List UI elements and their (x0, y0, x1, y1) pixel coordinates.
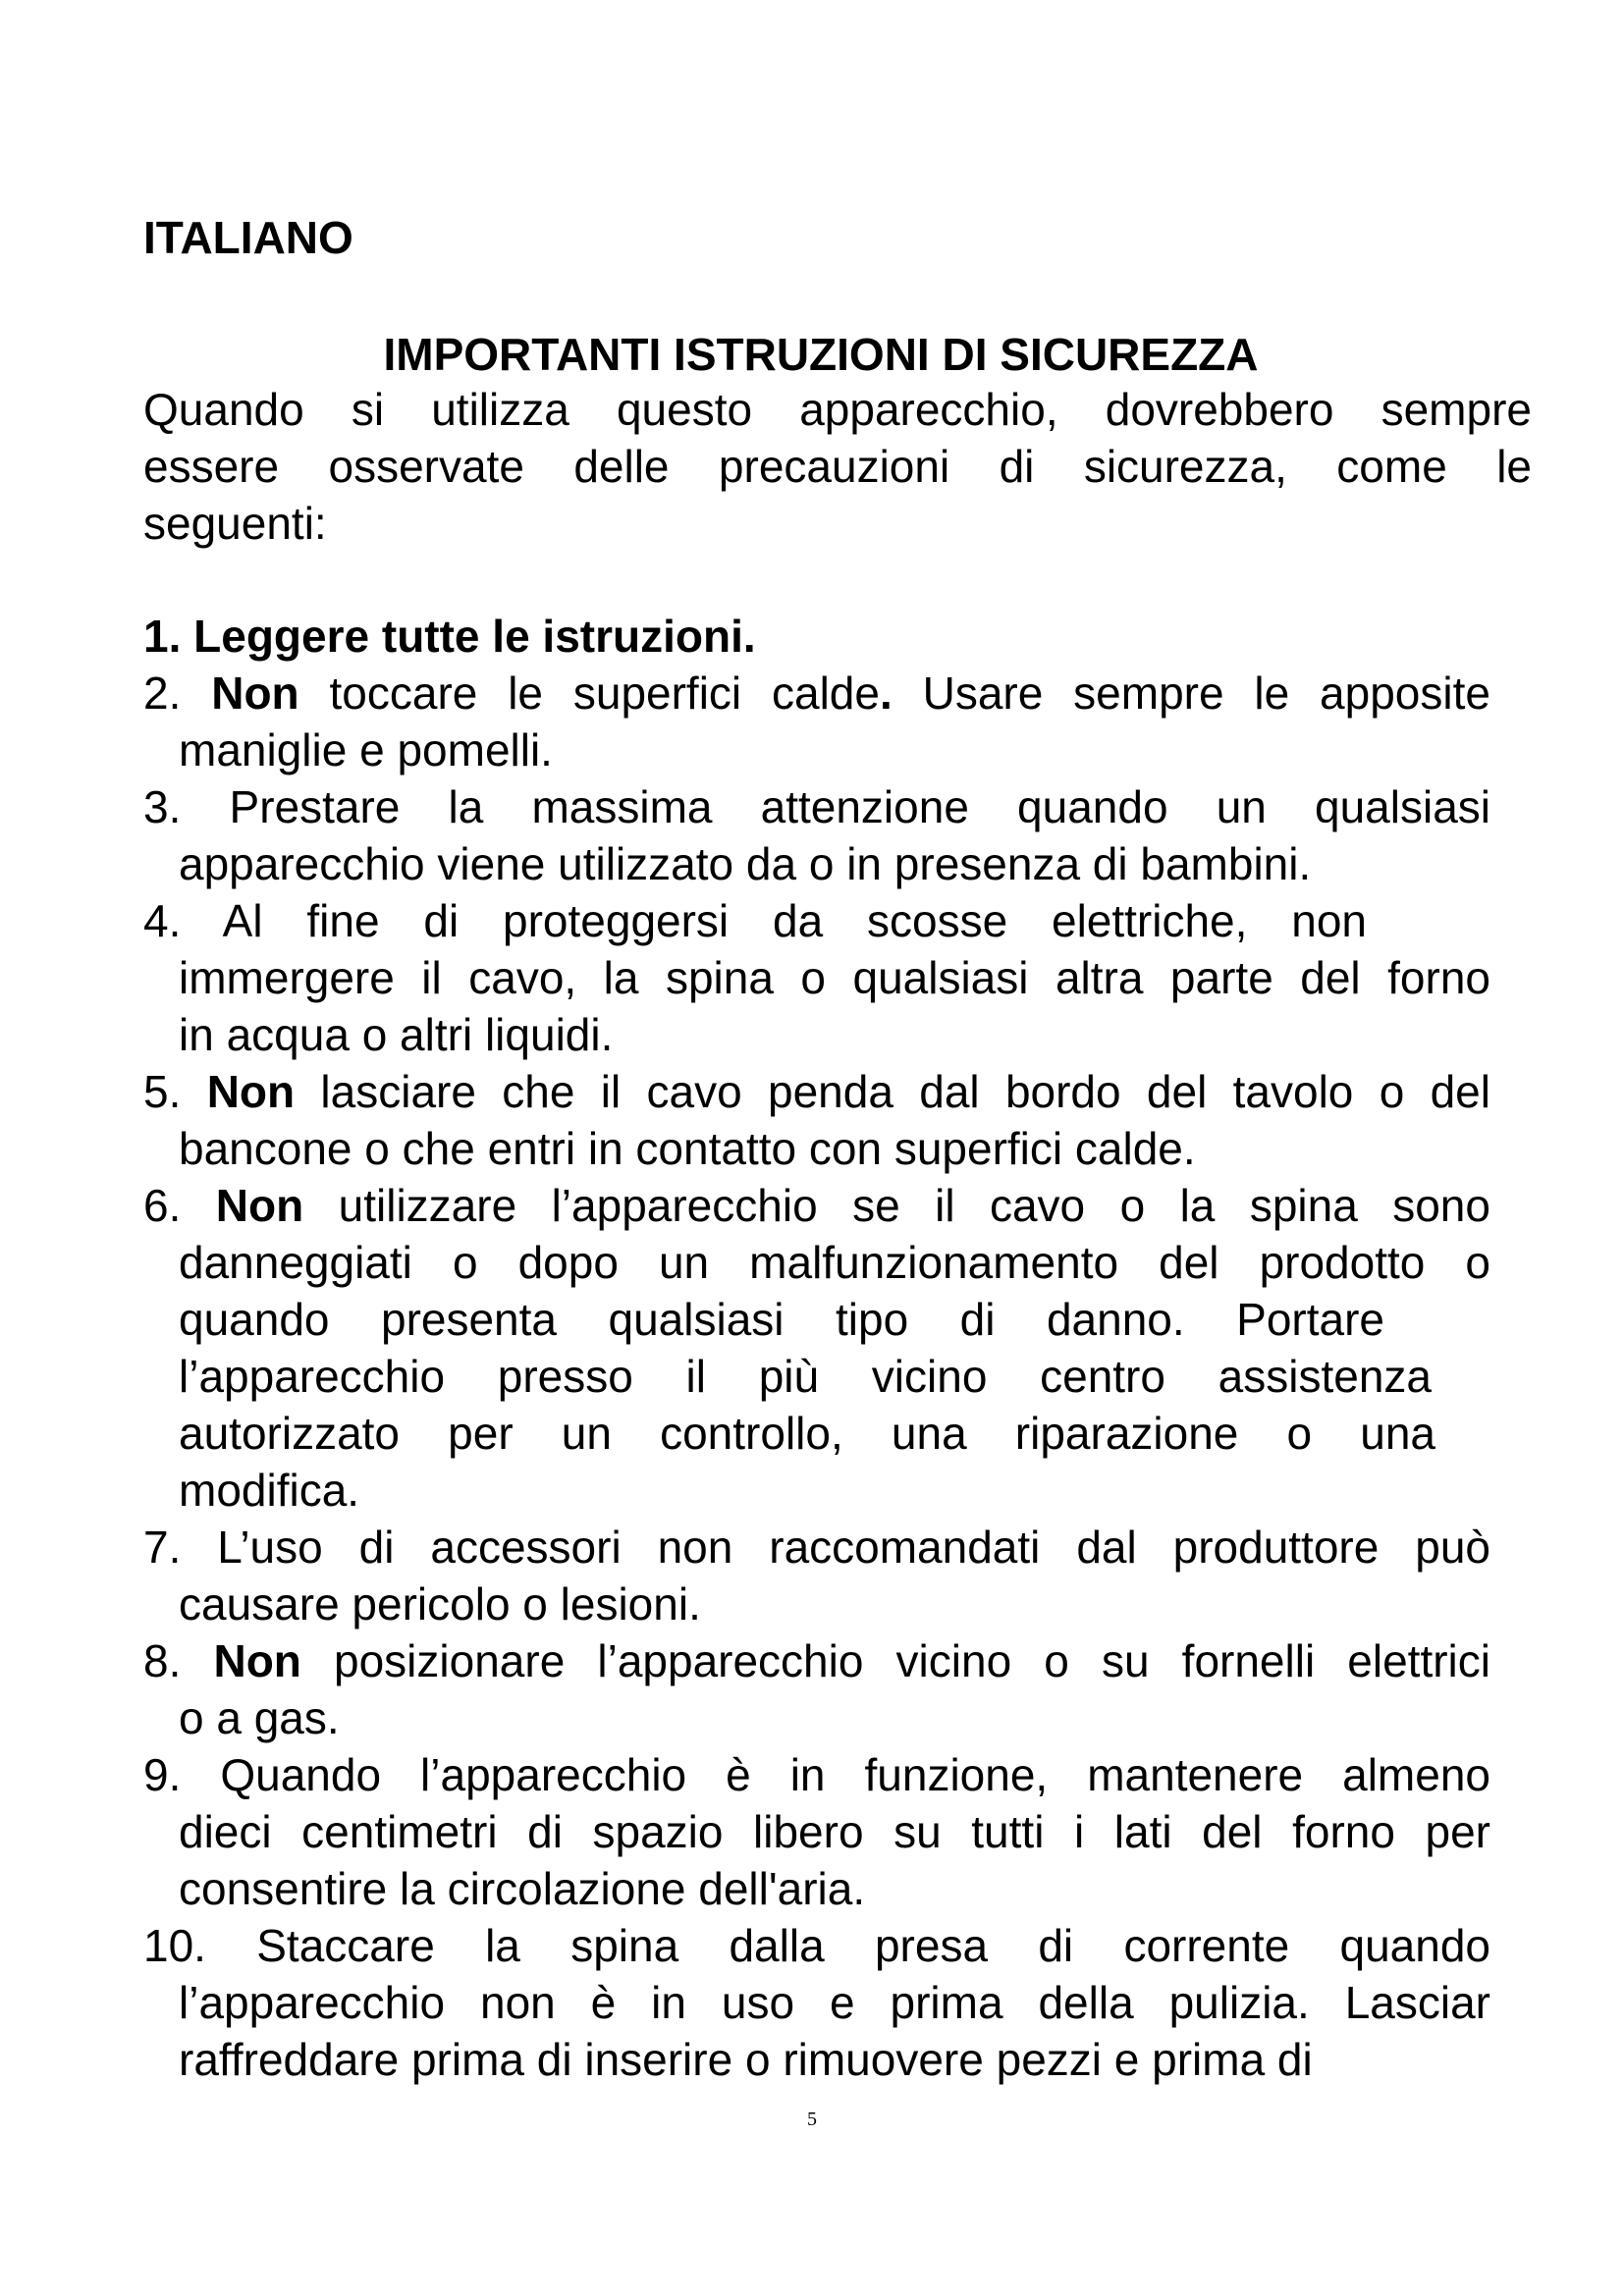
text: autorizzato per un controllo, una riparazione o una (179, 1408, 1435, 1459)
text: posizionare l’apparecchio vicino o su fornelli elettrici (300, 1635, 1490, 1686)
list-item-line (179, 1006, 1490, 1063)
text: 3. Prestare la massima attenzione quando un qualsiasi (143, 781, 1490, 832)
text: apparecchio viene utilizzato da o in presenza di bambini. (179, 838, 1312, 889)
text: l’apparecchio non è in uso e prima della pulizia. Lasciar (179, 1977, 1490, 2028)
list-item (143, 892, 1490, 1063)
text: immergere il cavo, la spina o qualsiasi altra parte del forno (179, 952, 1490, 1003)
list-item-line (179, 2031, 1490, 2088)
safety-instructions-list (143, 608, 1490, 2088)
list-item (143, 1177, 1490, 1519)
text: in acqua o altri liquidi. (179, 1009, 614, 1060)
main-heading: IMPORTANTI ISTRUZIONI DI SICUREZZA (383, 329, 1259, 380)
text: dieci centimetri di spazio libero su tutti i lati del forno per (179, 1806, 1490, 1857)
list-item (143, 1063, 1490, 1177)
list-item-line (143, 1519, 1490, 1575)
text: raffreddare prima di inserire o rimuovere pezzi e prima di (179, 2034, 1313, 2085)
text: 10. Staccare la spina dalla presa di corrente quando (143, 1920, 1490, 1971)
page-number: 5 (807, 2109, 817, 2130)
list-item (143, 778, 1490, 892)
list-item-line (143, 1632, 1490, 1689)
text: 5. (143, 1066, 207, 1117)
list-item-line (179, 1348, 1432, 1405)
list-item-line (179, 949, 1490, 1006)
text: 4. Al fine di proteggersi da scosse elettriche, non (143, 895, 1367, 946)
bold-text: Non (211, 667, 299, 719)
list-item-line (179, 1405, 1435, 1462)
text: 8. (143, 1635, 214, 1686)
text: toccare le superfici calde (298, 667, 880, 719)
list-item-line (143, 1177, 1490, 1234)
text: 2. (143, 667, 212, 719)
section-title: ITALIANO (143, 212, 353, 263)
intro-paragraph (143, 381, 1532, 552)
intro-line: Quando si utilizza questo apparecchio, dovrebbero sempre (143, 384, 1532, 435)
text: Usare sempre le apposite (892, 667, 1490, 719)
bold-text: Non (215, 1180, 304, 1231)
text: l’apparecchio presso il più vicino centro assistenza (179, 1351, 1432, 1402)
bold-text: Non (213, 1635, 301, 1686)
list-item-line (143, 1917, 1490, 1974)
list-item-line (179, 1462, 1490, 1519)
text: quando presenta qualsiasi tipo di danno. Portare (179, 1294, 1384, 1345)
intro-line: essere osservate delle precauzioni di sicurezza, come le (143, 441, 1532, 492)
text: 7. L’uso di accessori non raccomandati dal produttore può (143, 1522, 1490, 1573)
list-item-line (179, 1803, 1490, 1860)
text: bancone o che entri in contatto con superfici calde. (179, 1123, 1196, 1174)
list-item-line (179, 1860, 1490, 1917)
text: modifica. (179, 1465, 360, 1516)
list-item-line (143, 665, 1490, 721)
text: danneggiati o dopo un malfunzionamento del prodotto o (179, 1237, 1490, 1288)
list-item (143, 1519, 1490, 1632)
list-item-line (179, 1291, 1384, 1348)
list-item-line (143, 1063, 1490, 1120)
bold-text: . (879, 667, 893, 719)
list-item (143, 608, 1490, 665)
list-item-line (143, 1746, 1490, 1803)
intro-line: seguenti: (143, 498, 327, 549)
list-item (143, 1746, 1490, 1917)
list-item-line (179, 721, 1490, 778)
list-item-line (179, 1120, 1490, 1177)
text: utilizzare l’apparecchio se il cavo o la spina sono (303, 1180, 1490, 1231)
list-item-line (143, 778, 1490, 835)
list-item-line (143, 608, 1490, 665)
list-item (143, 1917, 1490, 2088)
list-item (143, 665, 1490, 778)
text: 6. (143, 1180, 216, 1231)
list-item-line (179, 1974, 1490, 2031)
text: lasciare che il cavo penda dal bordo del tavolo o del (295, 1066, 1490, 1117)
list-item-line (143, 892, 1367, 949)
text: o a gas. (179, 1692, 340, 1743)
bold-text: Non (206, 1066, 296, 1117)
list-item-line (179, 1234, 1490, 1291)
text: maniglie e pomelli. (179, 724, 553, 775)
text: 9. Quando l’apparecchio è in funzione, mantenere almeno (143, 1749, 1490, 1800)
list-item-line (179, 1575, 1490, 1632)
text: consentire la circolazione dell'aria. (179, 1863, 866, 1914)
bold-text: 1. Leggere tutte le istruzioni. (143, 611, 756, 662)
list-item (143, 1632, 1490, 1746)
text: causare pericolo o lesioni. (179, 1578, 701, 1629)
list-item-line (179, 835, 1490, 892)
list-item-line (179, 1689, 1490, 1746)
